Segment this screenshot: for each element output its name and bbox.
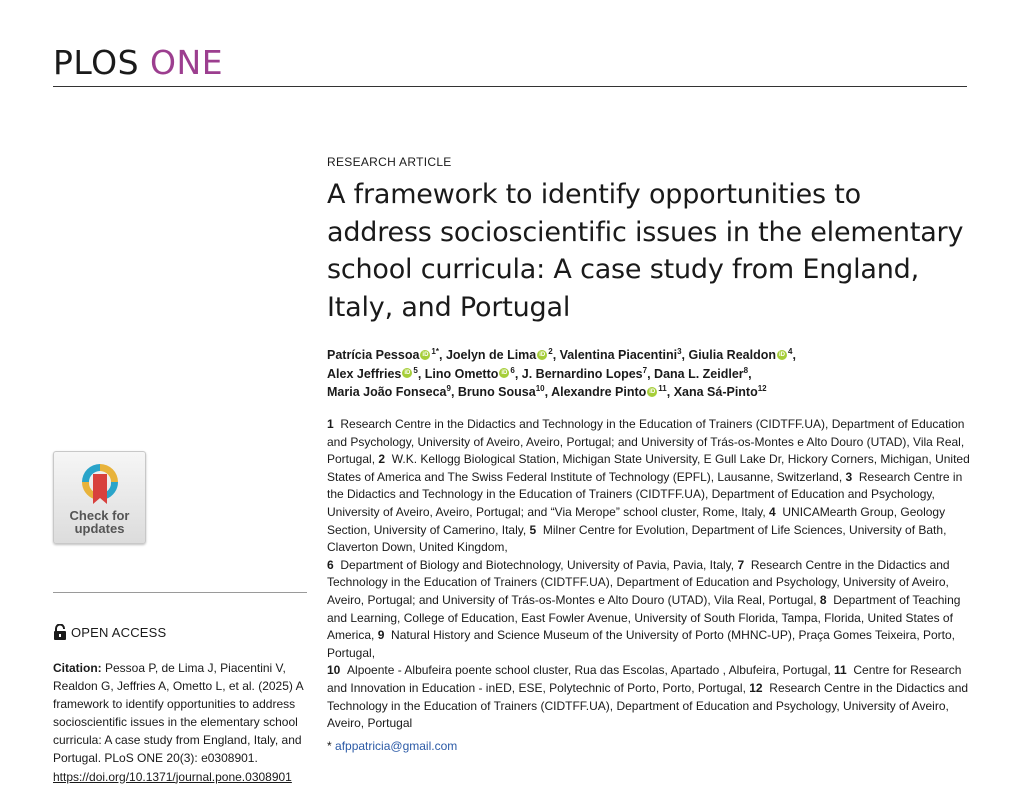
author-affiliation-sup: 5 [413,365,418,375]
affiliation-number: 6 [327,557,334,572]
journal-logo[interactable] [53,43,224,82]
affiliation-number: 5 [529,522,537,537]
author-affiliation-sup: 9 [446,383,451,393]
citation-label: Citation: [53,661,102,675]
affiliation-number: 10 [327,663,341,678]
author-name[interactable]: Lino Ometto [424,366,499,381]
affiliation-list [327,416,972,733]
author [458,385,551,399]
open-lock-icon [53,624,67,641]
affiliation-number: 8 [819,592,827,607]
affiliation-text: Research Centre in the Didactics and Technology in the Education of Trainers (CIDTFF.UA), Department of Education and Psychology, University of Aveiro, Aveiro, Portugal; and University of Trás-os-Montes e Alto Douro (UTAD), Vila Real, Portugal, [327,557,950,607]
author-list [327,346,967,402]
affiliation-number: 12 [749,680,763,695]
open-access-label [53,624,166,641]
affiliation [327,628,955,660]
affiliation-text: UNICAMearth Group, Geology Section, University of Camerino, Italy, [327,504,946,537]
author [327,385,458,399]
affiliation-text: Milner Centre for Evolution, Department of Life Sciences, University of Bath, Claverton Down, United Kingdom, [327,522,947,555]
sidebar-rule [53,592,307,593]
affiliation [327,663,834,677]
author-name[interactable]: Bruno Sousa [457,385,536,399]
corresponding-email-link[interactable]: afppatricia@gmail.com [335,739,458,753]
author-separator: , [417,366,425,381]
author-name[interactable]: Maria João Fonseca [327,385,447,399]
author-separator: , [792,348,796,362]
author [674,385,767,399]
affiliation-text: Centre for Research and Innovation in Education - inED, ESE, Polytechnic of Porto, Porto, Portugal, [327,663,962,695]
author-affiliation-sup: 1* [431,346,439,356]
author-affiliation-sup: 11 [658,383,667,393]
author-separator: , [544,385,552,399]
author-separator: , [748,366,752,381]
author-affiliation-sup: 7 [642,365,648,375]
affiliation-number: 2 [378,452,386,467]
affiliation-number: 3 [845,469,853,484]
orcid-icon[interactable]: iD [501,370,508,377]
badge-label [54,509,145,535]
author [446,348,560,362]
article-title: A framework to identify opportunities to address socioscientific issues in the elementary school curricula: A case study from England, Italy, and Portugal [327,179,964,323]
affiliation-text: Research Centre in the Didactics and Technology in the Education of Trainers (CIDTFF.UA), Department of Education and Psychology, University of Aveiro, Aveiro, Portugal [327,680,969,731]
orcid-icon[interactable]: iD [404,370,411,377]
affiliation-text: Alpoente - Albufeira poente school cluster, Rua das Escolas, Apartado , Albufeira, Portugal, [347,663,831,678]
author-affiliation-sup: 12 [757,383,767,393]
affiliation-text: Natural History and Science Museum of the University of Porto (MHNC-UP), Praça Gomes Teixeira, Porto, Portugal, [327,628,956,660]
badge-line-2: updates [74,521,125,536]
author-separator: , [647,366,655,381]
author [327,367,425,381]
author-name[interactable]: Alexandre Pinto [551,385,647,399]
author-separator: , [514,366,522,381]
open-access-text: OPEN ACCESS [71,625,167,640]
badge-line-1: Check for [69,508,130,523]
author-affiliation-sup: 8 [743,365,749,375]
logo-text-one: ONE [150,43,224,82]
affiliation [327,558,737,572]
logo-text-plos: PLOS [53,43,140,82]
author [688,348,795,362]
author-name[interactable]: Dana L. Zeidler [654,366,744,381]
author [551,385,674,399]
author-affiliation-sup: 2 [548,346,553,356]
author-separator: , [450,385,458,399]
affiliation-text: Department of Teaching and Learning, College of Education, East Fowler Avenue, University of South Florida, Tampa, Florida, United States of America, [327,592,961,643]
author-separator: , [666,385,674,399]
citation-text: Pessoa P, de Lima J, Piacentini V, Realdon G, Jeffries A, Ometto L, et al. (2025) A framework to identify opportunities to address socioscientific issues in the elementary school curricula: A case study from England, Italy, and Portugal. PLoS ONE 20(3): e0308901. [53,661,303,766]
affiliation-number: 11 [834,663,847,678]
author-name[interactable]: Xana Sá-Pinto [673,385,758,399]
article-type: RESEARCH ARTICLE [327,155,452,169]
author-name[interactable]: Giulia Realdon [688,348,776,362]
author [327,348,446,362]
author-separator: , [552,348,560,362]
affiliation-text: Research Centre in the Didactics and Technology in the Education of Trainers (CIDTFF.UA), Department of Education and Psychology, University of Aveiro, Aveiro, Portugal; and University of Trás-os-Montes e Alto Douro (UTAD), Vila Real, Portugal, [327,417,965,467]
orcid-icon[interactable]: iD [778,351,785,358]
affiliation-text: Department of Biology and Biotechnology, University of Pavia, Pavia, Italy, [340,557,735,572]
header-rule [53,86,967,87]
author-name[interactable]: Joelyn de Lima [445,348,537,362]
author-name[interactable]: J. Bernardino Lopes [521,366,643,381]
citation-block [53,659,311,786]
author [522,367,654,381]
crossmark-icon [78,460,122,508]
affiliation-text: W.K. Kellogg Biological Station, Michigan State University, E Gull Lake Dr, Hickory Corners, Michigan, United States of America and The Swiss Federal Institute of Technology (EPFL), Lausanne, Switzerland, [327,452,970,484]
author-affiliation-sup: 3 [677,346,682,356]
author-name[interactable]: Alex Jeffries [327,366,402,381]
affiliation-number: 7 [737,557,745,572]
affiliation-number: 1 [327,417,334,431]
author-name[interactable]: Valentina Piacentini [559,348,678,362]
orcid-icon[interactable]: iD [422,351,429,358]
author-affiliation-sup: 10 [535,383,545,393]
author [560,348,689,362]
author [654,367,752,381]
corresponding-author [327,739,457,753]
affiliation-number: 9 [377,628,385,643]
doi-link[interactable]: https://doi.org/10.1371/journal.pone.0308901 [53,769,292,784]
corresponding-marker: * [327,739,332,753]
affiliation-text: Research Centre in the Didactics and Technology in the Education of Trainers (CIDTFF.UA), Department of Education and Psychology, University of Aveiro, Aveiro, Portugal; and “Via Merope” school cluster, Rome, Italy, [327,469,963,519]
author-affiliation-sup: 4 [787,346,793,356]
author [425,367,522,381]
author-affiliation-sup: 6 [510,365,515,375]
author-separator: , [681,348,689,362]
author-name[interactable]: Patrícia Pessoa [327,348,420,362]
affiliation-number: 4 [769,504,776,519]
orcid-icon[interactable]: iD [649,388,656,395]
author-separator: , [438,348,446,362]
orcid-icon[interactable]: iD [539,351,546,358]
check-for-updates-badge[interactable] [53,451,146,544]
